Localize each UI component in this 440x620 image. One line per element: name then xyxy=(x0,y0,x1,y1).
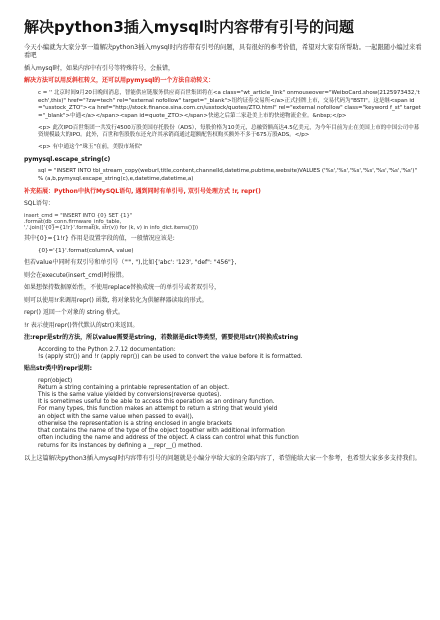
doc-line: repr(object) xyxy=(38,377,73,384)
method-heading: 解决方法可以用反斜杠转义，还可以用pymysql的一个方法自动转义： xyxy=(24,77,215,85)
doc-line: Return a string containing a printable representation of an object. xyxy=(38,384,230,391)
doc-line: According to the Python 2.7.12 documentation: xyxy=(38,346,176,353)
doc-line: For many types, this function makes an attempt to return a string that would yield xyxy=(38,406,278,413)
page-title: 解决python3插入mysql时内容带有引号的问题 xyxy=(24,18,355,36)
outro-paragraph: 以上这篇解决python3插入mysql时内容带有引号的问题就是小编分享给大家的全部内容了，希望能给大家一个参考，也希望大家多多支持我们。 xyxy=(24,454,421,462)
supplement-heading: 补充拓展：Python中执行MySQL语句, 遇到同时有单引号, 双引号处理方式 !r, repr() xyxy=(24,187,261,195)
doc-line: returns for its instances by defining a __repr__() method. xyxy=(38,442,203,449)
code-block-c: c = '' 北京时间9月20日晚间消息，智能供应链服务供应商百世集团将在<a class="wt_article_link" onmouseover="WeiboCard.show(2125973432,'tech',this)" href="?zw=tech" rel="external nofollow" target="_blank">纽约证券交易所</a>正式挂牌上市，交易代码为"BSTI"。这是继<span id="usstock_ZTO"><a href="http://stock.finance.sina.com.cn/usstock/quotes/ZTO.html" rel="external nofollow" class="keyword f_st" target="_blank">中通</a></span><span id=quote_ZTO></span>快递之后第二家赴美上市的快递物流企业。&nbsp;</p> xyxy=(38,89,421,119)
code-line: .format(db_conn.firmware_info_table, xyxy=(24,218,122,225)
doc-line: an object with the same value when passed to eval(), xyxy=(38,413,194,420)
repr-paragraph: 则可以使用!r来调用repr() 函数, 将对象转化为供解释器读取的形式。 xyxy=(24,296,208,304)
code-block-p1: <p> 此次IPO百世集团一共发行4500万股美国存托股份（ADS），每股价格为10美元，总融资额高达4.5亿美元，为今年目前为止在美国上市的中国公司中募资规模最大的IPO。此外，百世和售股股东还允许其承销商通过超额配售权购买额外不多于675万股ADS。</p> xyxy=(38,124,420,139)
intro-paragraph: 今天小编就为大家分享一篇解决python3插入mysql时内容带有引号的问题，具有很好的参考价值，希望对大家有所帮助。一起跟随小编过来看看吧 xyxy=(24,44,422,60)
insert-problem-paragraph: 插入mysql时，如果内容中有引号等特殊符号，会报错， xyxy=(24,65,174,72)
return-paragraph: repr() 返回一个对象的 string 格式。 xyxy=(24,309,124,317)
sql-label: SQL语句： xyxy=(24,200,54,208)
note-heading: 注:repr是str的方法，所以value需要是string，若数据是dict等类型，需要使用str()转换成string xyxy=(24,334,299,342)
code-snippet xyxy=(24,213,422,232)
value-paragraph: 但若value中同时有双引号和单引号（"'", "),比如{'abc': '123', "def": "456"}, xyxy=(24,259,237,267)
escape-heading: pymysql.escape_string(c) xyxy=(24,155,111,163)
code-line: insert_cmd = "INSERT INTO {0} SET {1}" xyxy=(24,212,133,219)
r-means-paragraph: !r 表示使用repr()替代默认的str()来返回。 xyxy=(24,321,139,329)
format-line: {0}='{1}'.format(columnA, value) xyxy=(38,247,134,254)
post-heading: 贴出str类中的repr说明: xyxy=(24,365,93,373)
code-block-p2: <p> 有中通这个"珠玉"在前，美股市场似" xyxy=(38,143,143,150)
keep-paragraph: 如果想保持数据原始性，不使用replace替换成统一的单引号或者双引号， xyxy=(24,284,221,292)
doc-line: otherwise the representation is a string enclosed in angle brackets xyxy=(38,420,232,427)
doc-quote-a xyxy=(24,347,422,361)
sql-statement: sql = "INSERT INTO tbl_stream_copy(weburl,title,content,channelId,datetime,pubtime,website)VALUES ('%s','%s','%s','%s','%s','%s','%s')" % (a,b,pymysql.escape_string(c),e,datetime,datetime,a) xyxy=(38,168,417,182)
explain-paragraph: 其中{0}={1!r} 作用是设置字段的值，一般情况应该是: xyxy=(24,235,175,243)
doc-quote-b xyxy=(24,378,422,450)
error-paragraph: 则会在execute(insert_cmd)时报错。 xyxy=(24,271,128,279)
doc-line: This is the same value yielded by conversions(reverse quotes). xyxy=(38,392,222,399)
doc-line: !s (apply str()) and !r (apply repr()) can be used to convert the value before it is formatted. xyxy=(38,353,303,360)
doc-line: that contains the name of the type of the object together with additional information xyxy=(38,428,285,435)
doc-line: often including the name and address of the object. A class can control what this function xyxy=(38,435,299,442)
code-line: ','.join(['{0}={1!r}'.format(k, str(v)) for (k, v) in info_dict.items()])) xyxy=(24,224,199,231)
doc-line: It is sometimes useful to be able to access this operation as an ordinary function. xyxy=(38,399,275,406)
article-body xyxy=(24,44,422,467)
